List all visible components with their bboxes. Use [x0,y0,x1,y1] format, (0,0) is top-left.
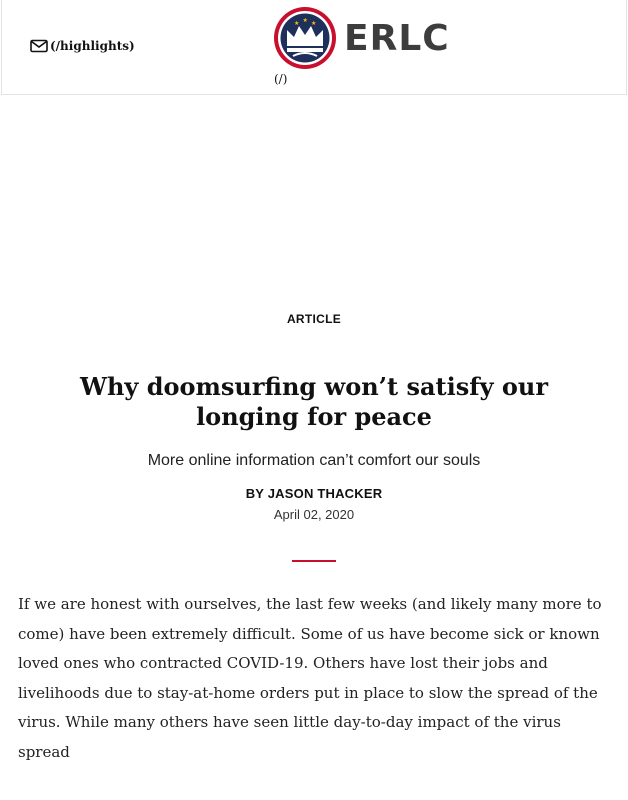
svg-text:★: ★ [311,20,317,27]
accent-divider [292,560,336,562]
article-date: April 02, 2020 [273,507,355,522]
svg-text:★: ★ [302,17,308,24]
erlc-logo-link[interactable] [273,6,450,70]
highlights-link-text: (/highlights) [50,39,135,53]
home-link[interactable]: (/) [274,72,288,86]
site-header [1,0,627,95]
erlc-crown-logo-icon [273,6,337,70]
article-body-paragraph: If we are honest with ourselves, the last few weeks (and likely many more to come) have been extremely difficult. Some of us have become sick or known loved ones who contracted COVID-19. Others have lost their jobs and livelihoods due to stay-at-home orders put in place to slow the spread of the virus. While many others have seen little day-to-day impact of the virus spread [18,595,602,761]
article-subtitle: More online information can’t comfort our souls [147,452,481,469]
logo-wordmark: ERLC [344,17,450,59]
article-header [0,312,628,522]
svg-text:★: ★ [294,20,300,27]
article-byline[interactable]: BY JASON THACKER [245,486,383,501]
article-kicker: ARTICLE [286,312,342,326]
mail-icon [30,39,48,53]
article-title: Why doomsurfing won’t satisfy our longing for peace [80,372,548,431]
highlights-link[interactable] [30,39,135,53]
